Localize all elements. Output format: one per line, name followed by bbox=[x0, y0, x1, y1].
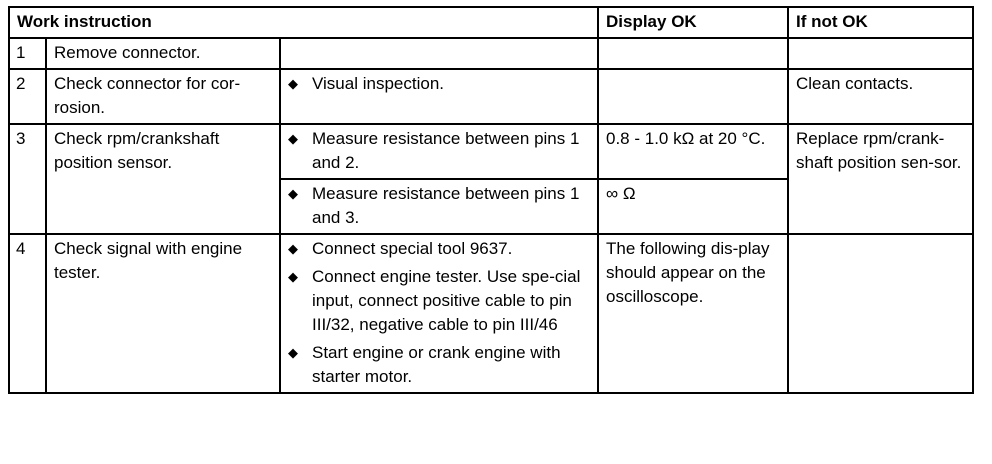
if-not-ok-cell bbox=[788, 38, 973, 69]
diamond-bullet-icon: ◆ bbox=[288, 76, 298, 91]
step-description: Remove connector. bbox=[46, 38, 280, 69]
diamond-bullet-icon: ◆ bbox=[288, 241, 298, 256]
action-text: Visual inspection. bbox=[312, 74, 444, 93]
table-row bbox=[9, 69, 973, 124]
table-row bbox=[9, 234, 973, 393]
action-item bbox=[288, 237, 590, 261]
diamond-bullet-icon: ◆ bbox=[288, 345, 298, 360]
if-not-ok-cell: Clean contacts. bbox=[788, 69, 973, 124]
work-instruction-table bbox=[8, 6, 974, 394]
header-work-instruction: Work instruction bbox=[9, 7, 598, 38]
if-not-ok-cell bbox=[788, 234, 973, 393]
display-ok-cell: The following dis-play should appear on the oscilloscope. bbox=[598, 234, 788, 393]
action-text: Measure resistance between pins 1 and 3. bbox=[312, 184, 580, 227]
action-item bbox=[288, 72, 590, 96]
action-item bbox=[288, 341, 590, 389]
display-ok-cell: ∞ Ω bbox=[598, 179, 788, 234]
display-ok-cell bbox=[598, 38, 788, 69]
step-number: 3 bbox=[9, 124, 46, 234]
action-item bbox=[288, 127, 590, 175]
step-description: Check signal with engine tester. bbox=[46, 234, 280, 393]
action-item bbox=[288, 265, 590, 337]
display-ok-cell: 0.8 - 1.0 kΩ at 20 °C. bbox=[598, 124, 788, 179]
display-ok-cell bbox=[598, 69, 788, 124]
step-number: 4 bbox=[9, 234, 46, 393]
step-actions bbox=[280, 179, 598, 234]
diamond-bullet-icon: ◆ bbox=[288, 269, 298, 284]
action-text: Measure resistance between pins 1 and 2. bbox=[312, 129, 580, 172]
header-display-ok: Display OK bbox=[598, 7, 788, 38]
table-row bbox=[9, 124, 973, 179]
step-actions bbox=[280, 38, 598, 69]
action-text: Start engine or crank engine with starter motor. bbox=[312, 343, 561, 386]
if-not-ok-cell: Replace rpm/crank-shaft position sen-sor. bbox=[788, 124, 973, 234]
step-actions bbox=[280, 124, 598, 179]
action-item bbox=[288, 182, 590, 230]
step-description bbox=[46, 69, 280, 124]
step-text: Check connector for cor-rosion. bbox=[54, 74, 241, 117]
step-actions bbox=[280, 234, 598, 393]
action-text: Connect special tool 9637. bbox=[312, 239, 513, 258]
step-description: Check rpm/crankshaft position sensor. bbox=[46, 124, 280, 234]
diamond-bullet-icon: ◆ bbox=[288, 131, 298, 146]
header-row bbox=[9, 7, 973, 38]
step-actions bbox=[280, 69, 598, 124]
action-text: Connect engine tester. Use spe-cial input, connect positive cable to pin III/32, negative cable to pin III/46 bbox=[312, 267, 581, 334]
step-number: 2 bbox=[9, 69, 46, 124]
diamond-bullet-icon: ◆ bbox=[288, 186, 298, 201]
header-if-not-ok: If not OK bbox=[788, 7, 973, 38]
table-row bbox=[9, 38, 973, 69]
step-number: 1 bbox=[9, 38, 46, 69]
